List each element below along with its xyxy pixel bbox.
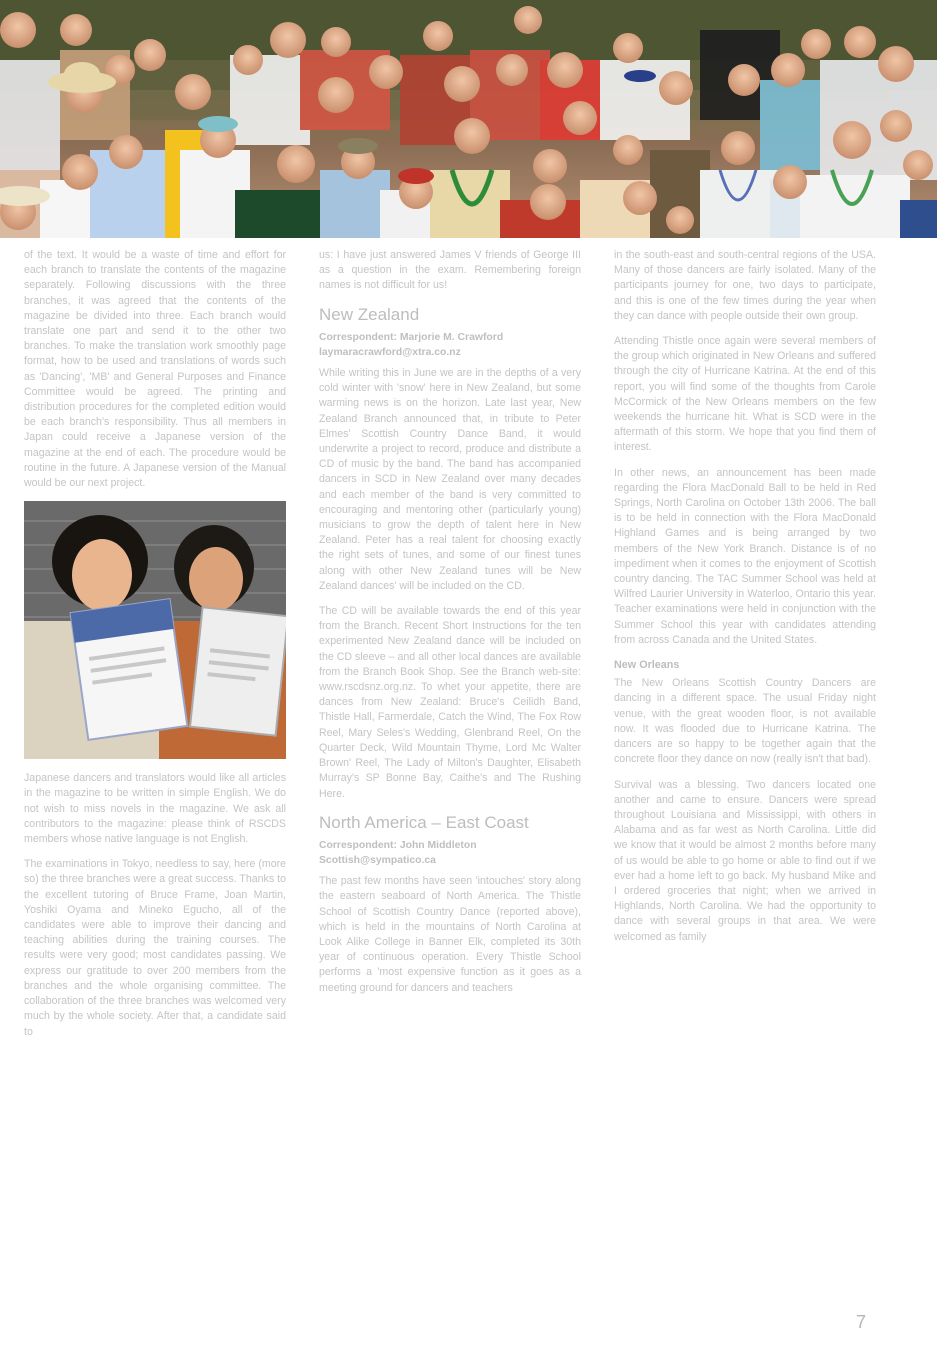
col1-paragraph-3: The examinations in Tokyo, needless to say, here (more so) the three branches were a great success. Thanks to the excellent tutoring of Bruce Frame, Joan Martin, Yoshiki Oyama and Mineko Egucho, all of the candidates were able to improve their dancing and teaching abilities during the training courses. The results were very good; most candidates passing. We express our gratitude to over 200 members from the branches and the whole organising committee. The collaboration of the three branches was welcomed very much by the whole society. After that, a candidate said to [24, 858, 286, 1038]
col2-paragraph-1: us: I have just answered James V friends of George III as a question in the exam. Remembering foreign names is not difficult for us! [319, 249, 581, 292]
na-email: Scottish@sympatico.ca [319, 854, 436, 866]
nz-email: laymaracrawford@xtra.co.nz [319, 346, 461, 358]
nz-correspondent: Correspondent: Marjorie M. Crawford [319, 331, 504, 343]
heading-new-orleans: New Orleans [614, 659, 680, 672]
col3-paragraph-4: The New Orleans Scottish Country Dancers are dancing in a different space. The usual Friday night venue, with the great wooden floor, is not available now. It was flooded due to Hurricane Katrina. The dancers are so happy to be together again that the concrete floor they dance on now (really isn't that bad). [614, 677, 876, 766]
col2-paragraph-2: While writing this in June we are in the depths of a very cold winter with 'snow' here in New Zealand, but some warming news is on the horizon. Late last year, New Zealand Branch announced that, in tribute to Peter Elmes' Scottish Country Dance Band, it would underwrite a project to record, produce and distribute a CD of music by the band. The band has accompanied dancers in SCD in New Zealand over many decades and each member of the band is very committed to encouraging and mentoring other (particularly young) musicians to grow the depth of talent here in New Zealand. Peter has a real talent for choosing exactly the right sets of tunes, and some of our finest tunes along with other New Zealand tunes will be New Zealand dances' will be included on the CD. [319, 367, 581, 592]
heading-new-zealand: New Zealand [319, 304, 420, 324]
group-photo [0, 0, 937, 238]
col2-paragraph-4: The past few months have seen 'intouches' story along the eastern seaboard of North America. The Thistle School of Scottish Country Dance (reported above), which is held in the mountains of North Carolina at Look Alike College in Banner Elk, completed its 30th year of continuous operation. Every Thistle School performs a 'most expensive function as it goes as a meeting ground for dancers and teachers [319, 875, 581, 994]
two-women-illustration [24, 501, 286, 759]
heading-north-america: North America – East Coast [319, 812, 529, 832]
na-correspondent: Correspondent: John Middleton [319, 839, 477, 851]
column-3 [614, 248, 876, 955]
col3-paragraph-3: In other news, an announcement has been made regarding the Flora MacDonald Ball to be held in Red Springs, North Carolina on October 13th 2006. The ball is to be held in connection with the Flora MacDonald Highland Games and is being arranged by two members of the New York Branch. Distance is of no impediment when it comes to the enjoyment of Scottish country dancing. The TAC Summer School was held at Wilfred Laurier University in Waterloo, Ontario this year. Teacher examinations were held in conjunction with the Summer School this year with candidates attending from across Canada and the United States. [614, 466, 876, 646]
col3-paragraph-2: Attending Thistle once again were several members of the group which originated in New Orleans and suffered through the city of Hurricane Katrina. At the end of this report, you will find some of the thoughts from Carole McCormick of the New Orleans members on the few weekends the hurricane hit. What is SCD were in the aftermath of this storm. We hope that you find them of interest. [614, 335, 876, 454]
col1-paragraph-2: Japanese dancers and translators would like all articles in the magazine to be written in simple English. We do not wish to miss novels in the magazine. We ask all contributors to the magazine: please think of RSCDS members whose native language is not English. [24, 772, 286, 846]
two-women-with-magazines-photo [24, 501, 286, 759]
column-2 [319, 248, 581, 1006]
col1-paragraph-1: of the text. It would be a waste of time and effort for each branch to translate the contents of the magazine separately. Following discussions with the three branches, it was agreed that the contents of the magazine be divided into three. Each branch would translate one part and send it to the other two branches. To make the translation work smoothly page format, how to be used and translations of words such as 'Dancing', 'MB' and General Purposes and Finance Committee would be agreed. The printing and distribution procedures for the completed edition would be each branch's responsibility. Thus all members in Japan could receive a Japanese version of the magazine at the end of each. The procedure would be routine in the future. A Japanese version of the Manual would be our next project. [24, 249, 286, 490]
col3-paragraph-5: Survival was a blessing. Two dancers located one another and came to ensure. Dancers were spread throughout Louisiana and Mississippi, with others in Alabama and as far west as North Carolina. Little did we know that it would be almost 2 months before many of us would be able to go home or able to find out if we ever had a home left to go back. My husband Mike and I ordered groceries that night; when we arrived in Highlands, North Carolina. We had the opportunity to dance with several groups in that area. We were welcomed as family [614, 778, 876, 943]
col2-paragraph-3: The CD will be available towards the end of this year from the Branch. Recent Short Instructions for the ten experimented New Zealand dance will be included on the CD sleeve – and all other local dances are available from the Branch Book Shop. See the Branch web-site: www.rscdsnz.org.nz. To whet your appetite, there are dances from New Zealand: Bruce's Ceilidh Band, Thistle Hall, Farmerdale, Catch the Wind, The Fox Row Reel, Mary Seles's Wedding, Glenbrand Reel, On the Quarter Deck, Wild Mountain Thyme, Lord Mc Walter Brown' Reel, The Lady of Milton's Daughter, Elisabeth Murray's SP Bonne Bay, Caithe's and The Rushing Here. [319, 605, 581, 800]
col3-paragraph-1: in the south-east and south-central regions of the USA. Many of those dancers are fairly isolated. Many of the participants journey for one, two days to participate, and this is one of the few times during the year when they can dance with people outside their own group. [614, 249, 876, 322]
page-number: 7 [856, 1312, 867, 1332]
group-photo-illustration [0, 0, 937, 238]
column-1 [24, 248, 286, 1050]
